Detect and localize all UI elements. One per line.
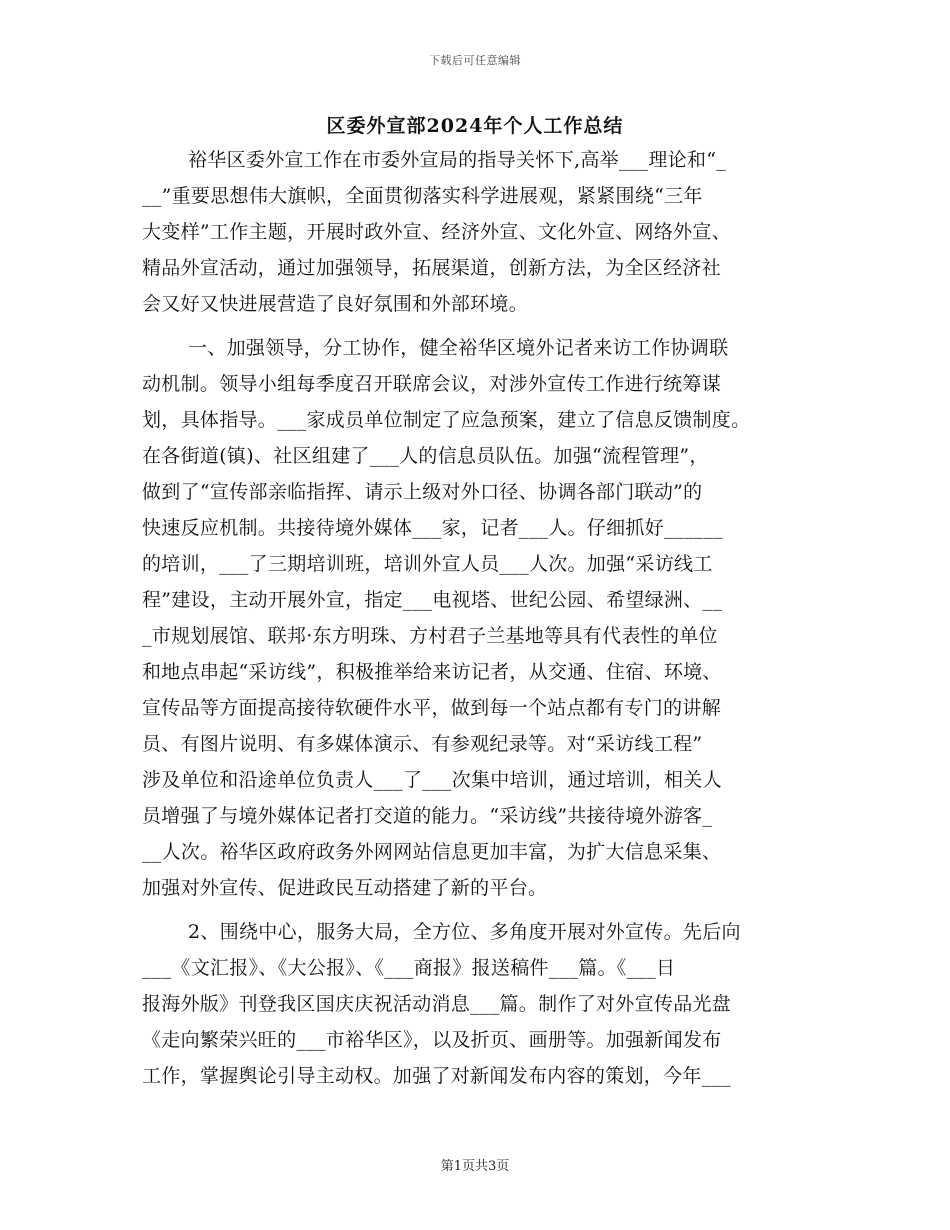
text-line: 划，具体指导。___家成员单位制定了应急预案，建立了信息反馈制度。: [142, 409, 751, 431]
text-line: 做到了“宣传部亲临指挥、请示上级对外口径、协调各部门联动”的: [142, 481, 703, 503]
text-line: 员增强了与境外媒体记者打交道的能力。“采访线”共接待境外游客_: [142, 805, 713, 827]
text-line: 裕华区委外宣工作在市委外宣局的指导关怀下,高举___理论和“_: [188, 149, 727, 171]
header-note: 下载后可任意编辑: [429, 54, 521, 67]
text-line: 程”建设，主动开展外宣，指定___电视塔、世纪公园、希望绿洲、__: [142, 589, 723, 611]
text-line: 员、有图片说明、有多媒体演示、有参观纪录等。对“采访线工程”: [142, 733, 703, 755]
text-line: 一、加强领导，分工协作，健全裕华区境外记者来访工作协调联: [188, 337, 729, 359]
text-line: 和地点串起“采访线”，积极推举给来访记者，从交通、住宿、环境、: [142, 661, 722, 683]
text-line: 报海外版》刊登我区国庆庆祝活动消息___篇。制作了对外宣传品光盘: [142, 993, 732, 1015]
text-line: 精品外宣活动，通过加强领导，拓展渠道，创新方法，为全区经济社: [142, 257, 722, 279]
text-line: 加强对外宣传、促进政民互动搭建了新的平台。: [142, 877, 548, 899]
text-line: 快速反应机制。共接待境外媒体___家，记者___人。仔细抓好______: [142, 517, 723, 539]
text-line: 涉及单位和沿途单位负责人___了___次集中培训，通过培训，相关人: [142, 769, 722, 791]
text-line: 的培训，___了三期培训班，培训外宣人员___人次。加强“采访线工: [142, 553, 713, 575]
document-title: 区委外宣部2024年个人工作总结: [326, 115, 624, 137]
text-line: 《走向繁荣兴旺的___市裕华区》，以及折页、画册等。加强新闻发布: [142, 1029, 722, 1051]
text-line: _市规划展馆、联邦·东方明珠、方村君子兰基地等具有代表性的单位: [142, 625, 718, 647]
text-line: 2、围绕中心，服务大局，全方位、多角度开展对外宣传。先后向: [188, 921, 741, 943]
page-footer: 第1页共3页: [440, 1159, 510, 1174]
text-line: ___《文汇报》、《大公报》、《___商报》报送稿件___篇。《___日: [142, 957, 676, 979]
text-line: 动机制。领导小组每季度召开联席会议，对涉外宣传工作进行统筹谋: [142, 373, 722, 395]
text-line: 大变样”工作主题，开展时政外宣、经济外宣、文化外宣、网络外宣、: [142, 221, 732, 243]
text-line: 工作，掌握舆论引导主动权。加强了对新闻发布内容的策划，今年___: [142, 1065, 732, 1087]
text-line: 在各街道(镇)、社区组建了___人的信息员队伍。加强“流程管理”，: [142, 445, 709, 467]
text-line: __人次。裕华区政府政务外网网站信息更加丰富，为扩大信息采集、: [142, 841, 722, 863]
text-line: 会又好又快进展营造了良好氛围和外部环境。: [142, 293, 529, 315]
text-line: __”重要思想伟大旗帜，全面贯彻落实科学进展观，紧紧围绕“三年: [142, 185, 703, 207]
text-line: 宣传品等方面提高接待软硬件水平，做到每一个站点都有专门的讲解: [142, 697, 722, 719]
